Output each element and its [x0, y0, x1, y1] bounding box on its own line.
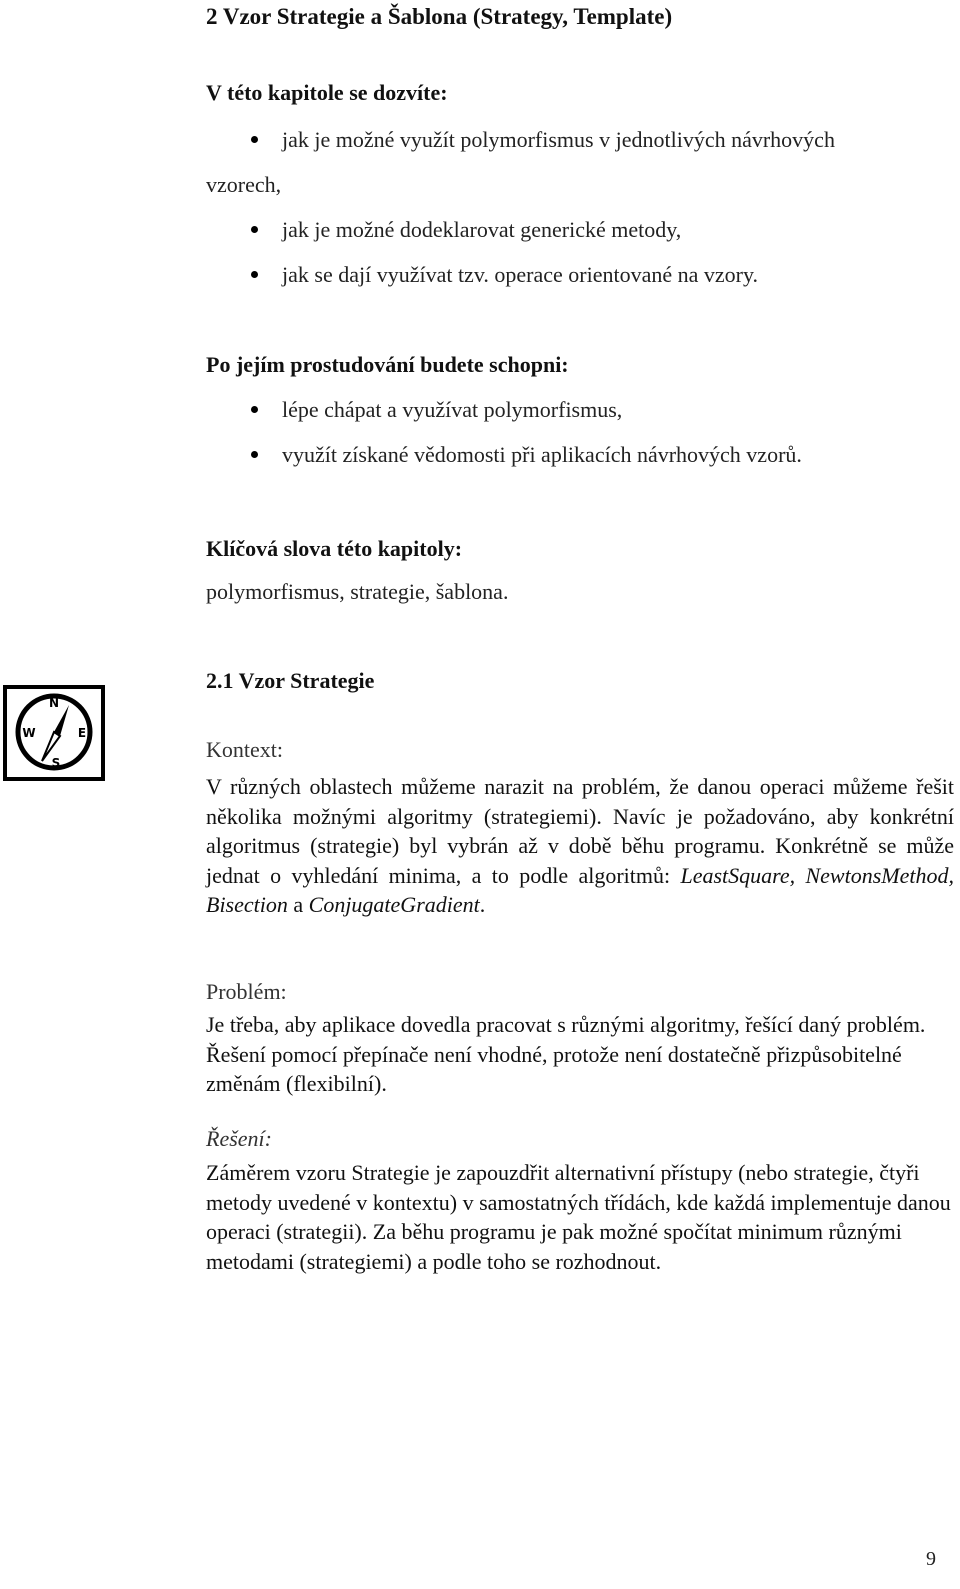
algorithm-names: LeastSquare, NewtonsMethod, Bisection: [206, 862, 954, 917]
list-item: jak je možné využít polymorfismus v jednotlivých návrhových: [206, 117, 956, 162]
problem-paragraph: Je třeba, aby aplikace dovedla pracovat s různými algoritmy, řešící daný problém. Řešení pomocí přepínače není vhodné, protože není dostatečně přizpůsobitelné změnám (flexibilní).: [206, 1012, 926, 1096]
list-item-continuation: vzorech,: [206, 172, 282, 197]
bullet-icon: [251, 226, 258, 233]
problem-label: Problém:: [206, 979, 287, 1004]
keywords-heading: Klíčová slova této kapitoly:: [206, 536, 463, 561]
solution-paragraph: Záměrem vzoru Strategie je zapouzdřit alternativní přístupy (nebo strategie, čtyři metody uvedené v kontextu) v samostatných třídách, kde každá implementuje danou operaci (strategii). Za běhu programu je pak možné spočítat minimum různými metodami (strategiemi) a podle toho se rozhodnout.: [206, 1160, 951, 1274]
list-item: využít získané vědomosti při aplikacích návrhových vzorů.: [206, 432, 956, 477]
context-label: Kontext:: [206, 737, 283, 762]
solution-label: Řešení:: [206, 1126, 272, 1151]
compass-n-label: N: [48, 696, 60, 710]
learn-heading: V této kapitole se dozvíte:: [206, 80, 448, 105]
compass-w-label: W: [22, 726, 36, 740]
list-item: jak je možné dodeklarovat generické metody,: [206, 207, 956, 252]
bullet-icon: [251, 451, 258, 458]
algorithm-name: ConjugateGradient: [308, 892, 480, 917]
compass-s-label: S: [51, 756, 61, 770]
chapter-title: 2 Vzor Strategie a Šablona (Strategy, Template): [206, 4, 673, 29]
list-item: lépe chápat a využívat polymorfismus,: [206, 387, 956, 432]
skills-heading: Po jejím prostudování budete schopni:: [206, 352, 569, 377]
context-paragraph: V různých oblastech můžeme narazit na problém, že danou operaci můžeme řešit několika možnými algoritmy (strategiemi). Navíc je požadováno, aby konkrétní algoritmus (strategie) byl vybrán až v době běhu programu. Konkrétně se může jednat o vyhledání minima, a to podle algoritmů: LeastSquare, NewtonsMethod, Bisection a ConjugateGradient.: [206, 774, 954, 917]
compass-icon: [3, 685, 105, 781]
section-title: 2.1 Vzor Strategie: [206, 668, 375, 693]
page-number: 9: [926, 1548, 936, 1570]
list-item: jak se dají využívat tzv. operace orientované na vzory.: [206, 252, 956, 297]
learn-list: [206, 117, 956, 297]
keywords-text: polymorfismus, strategie, šablona.: [206, 579, 509, 604]
compass-e-label: E: [77, 726, 87, 740]
bullet-icon: [251, 406, 258, 413]
bullet-icon: [251, 271, 258, 278]
bullet-icon: [251, 136, 258, 143]
skills-list: [206, 387, 956, 477]
